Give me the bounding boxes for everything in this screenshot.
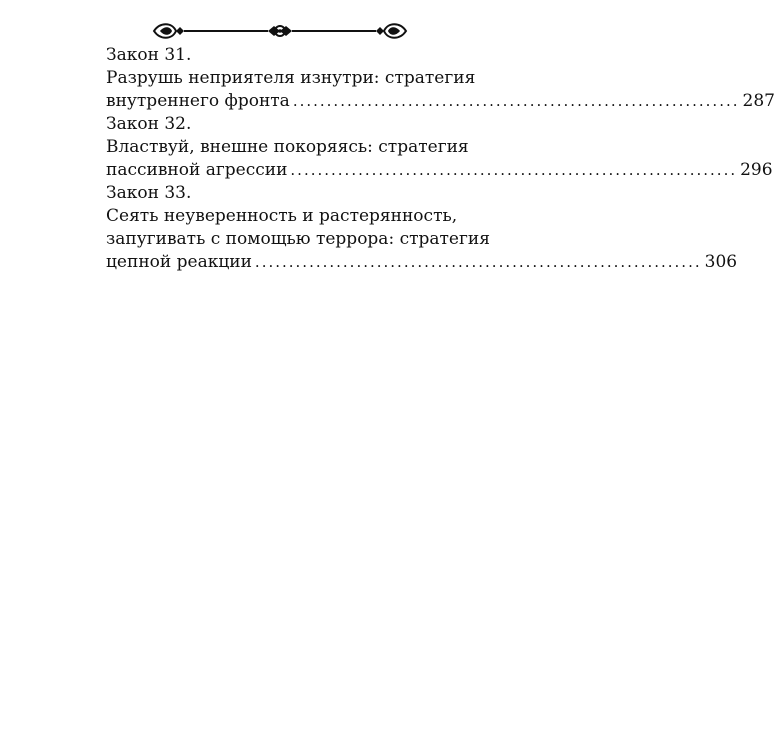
entry-leader-line xyxy=(106,159,773,182)
law-heading: Закон 32. xyxy=(106,114,192,134)
dot-leader: .................................................................. xyxy=(290,161,738,179)
entry-title-last-line: внутреннего фронта xyxy=(106,91,290,111)
decorative-divider-icon xyxy=(150,18,410,44)
dot-leader: .................................................................. xyxy=(254,253,702,271)
toc-entry-law-31[interactable] xyxy=(106,44,775,113)
entry-title-last-line: цепной реакции xyxy=(106,252,252,272)
law-heading: Закон 31. xyxy=(106,45,192,65)
dot-leader: .................................................................. xyxy=(292,92,740,110)
entry-leader-line xyxy=(106,251,738,274)
entry-title-line: Властвуй, внешне покоряясь: стратегия xyxy=(106,137,469,157)
table-of-contents xyxy=(106,44,775,274)
law-heading: Закон 33. xyxy=(106,183,192,203)
page-number: 306 xyxy=(704,252,738,272)
entry-title-line: Сеять неуверенность и растерянность, xyxy=(106,206,458,226)
page-number: 296 xyxy=(740,160,773,180)
entry-title-line: запугивать с помощью террора: стратегия xyxy=(106,229,490,249)
page-number: 287 xyxy=(742,91,775,111)
entry-title-line: Разрушь неприятеля изнутри: стратегия xyxy=(106,68,476,88)
entry-leader-line xyxy=(106,90,775,113)
toc-entry-law-33[interactable] xyxy=(106,182,738,274)
entry-title-last-line: пассивной агрессии xyxy=(106,160,288,180)
toc-entry-law-32[interactable] xyxy=(106,113,773,182)
